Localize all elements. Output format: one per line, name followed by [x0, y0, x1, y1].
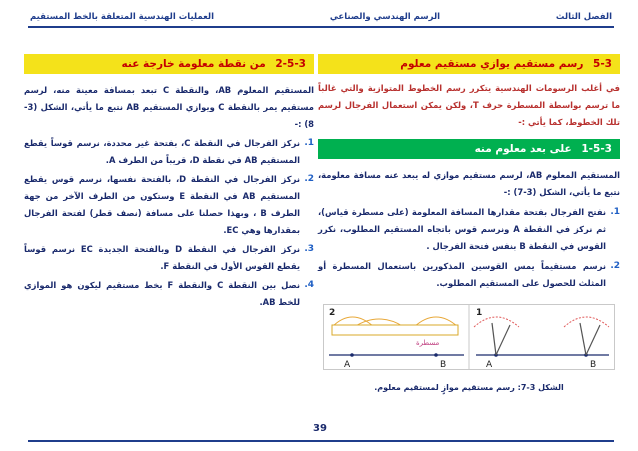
step-number: 2. — [304, 174, 314, 184]
step-item — [318, 204, 620, 255]
step-number: 3. — [304, 244, 314, 254]
chapter-title: الفصل الثالث — [555, 12, 612, 22]
step-item — [24, 171, 314, 239]
heading-text: رسم مستقيم يوازي مستقيم معلوم — [400, 58, 584, 70]
ruler-label: مسطرة — [416, 339, 440, 347]
figure-caption: الشكل 3-7: رسم مستقيم موازٍ لمستقيم معلوم. — [374, 383, 564, 392]
compass-leg-a2 — [496, 325, 510, 355]
subheading-text: على بعد معلوم منه — [474, 143, 572, 155]
label-a-2: A — [344, 360, 351, 369]
heading-number: 5-3 — [593, 58, 612, 70]
section-title: العمليات الهندسية المتعلقة بالخط المستقيم — [30, 12, 214, 22]
point-a-marker-2 — [350, 353, 354, 357]
step-item — [24, 241, 314, 275]
step-text: نصل بين النقطة C والنقطة F بخط مستقيم ليكون هو الموازي للخط AB. — [24, 280, 300, 307]
book-title: الرسم الهندسي والصناعي — [329, 12, 441, 22]
page-number: 39 — [313, 423, 327, 434]
compass-leg-b1 — [580, 323, 586, 355]
step-text: نرسم مستقيماً يمس القوسين المذكورين باستعمال المسطرة أو المثلث للحصول على المستقيم المطلوب. — [318, 261, 606, 288]
given-paragraph: المستقيم المعلوم AB، لرسم مستقيم موازي له يبعد عنه مسافة معلومة، نتبع ما يأتي، الشكل (3-7) :- — [318, 170, 620, 197]
arc-from-b — [564, 317, 609, 327]
heading-text: من نقطة معلومة خارجة عنه — [121, 58, 266, 70]
left-column — [24, 54, 314, 311]
step-text: نركز الفرجال في النقطة C، بفتحة غير محددة، نرسم قوساً يقطع المستقيم AB في نقطة D، قريباً من الطرف A. — [24, 138, 300, 165]
step-number: 1. — [610, 207, 620, 217]
footer-rule — [28, 440, 614, 442]
figure-3-7 — [323, 304, 615, 370]
label-a: A — [486, 360, 493, 369]
label-b-2: B — [440, 360, 447, 369]
heading-number: 2-5-3 — [275, 58, 306, 70]
subsection-heading-1-5-3 — [318, 139, 620, 159]
construction-drawing — [324, 305, 614, 369]
ruler — [332, 325, 458, 335]
section-heading-5-3 — [318, 54, 620, 74]
panel-1-label: 1 — [476, 308, 483, 318]
page-header — [28, 8, 614, 28]
step-item — [24, 277, 314, 311]
step-text: نركز الفرجال في النقطة D وبالفتحة الجديدة EC نرسم قوساً يقطع القوس الأول في النقطة F. — [24, 244, 300, 271]
compass-leg-a1 — [492, 323, 496, 355]
step-number: 1. — [304, 138, 314, 148]
panel-2-label: 2 — [329, 308, 336, 318]
step-text: نفتح الفرجال بفتحة مقدارها المسافة المعلومة (على مسطرة قياس)، ثم نركز في النقطة A ونرسم قوس باتجاه المستقيم المطلوب، نكرر القوس في النقطة B بنفس فتحة الفرجال . — [318, 207, 606, 251]
step-number: 4. — [304, 280, 314, 290]
step-text: نركز الفرجال في النقطة D، بالفتحة نفسها، نرسم قوس يقطع المستقيم AB في النقطة E وستكون من الطرف الآخر من جهة الطرف B ، وبهذا حصلنا على مسافة (نصف قطر) لفتحة الفرجال بمقدارها وهي EC. — [24, 174, 301, 235]
step-item — [24, 135, 314, 169]
subheading-number: 1-5-3 — [581, 143, 612, 155]
label-b: B — [590, 360, 597, 369]
intro-paragraph: في أغلب الرسومات الهندسية يتكرر رسم الخطوط المتوازية والتي غالباً ما ترسم بواسطة المسطرة حرف T، ولكن يمكن استعمال الفرجال لرسم تلك الخطوط، كما يأتي :- — [318, 83, 621, 127]
section-heading-2-5-3 — [24, 54, 314, 74]
given-paragraph: المستقيم المعلوم AB، والنقطة C تبعد بمسافة معينة منه، لرسم مستقيم يمر بالنقطة C ويوازي المستقيم AB نتبع ما يأتي، الشكل (3-8) :- — [24, 85, 314, 129]
arc-from-a — [474, 317, 519, 327]
step-number: 2. — [610, 261, 620, 271]
right-column — [318, 54, 620, 292]
step-item — [318, 258, 620, 292]
point-b-marker-2 — [434, 353, 438, 357]
compass-leg-b2 — [586, 325, 600, 355]
